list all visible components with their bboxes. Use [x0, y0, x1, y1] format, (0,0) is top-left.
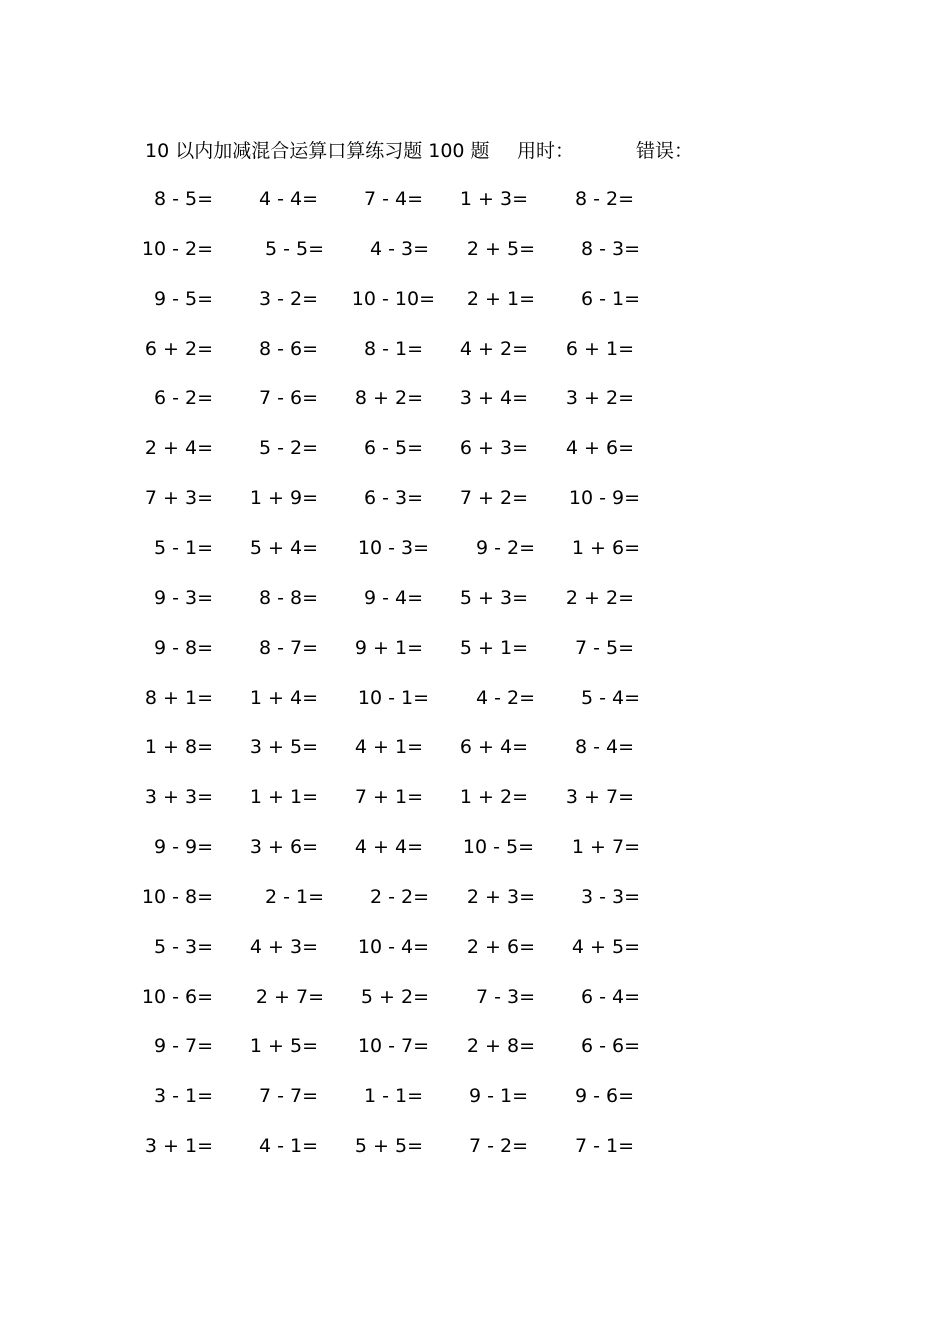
problem-item: 7 + 2= — [459, 487, 528, 509]
problem-item: 1 + 8= — [144, 736, 213, 758]
problem-item: 3 + 7= — [565, 786, 634, 808]
problem-item: 6 - 5= — [363, 437, 423, 459]
problem-item: 4 - 2= — [475, 687, 535, 709]
problem-item: 10 - 7= — [357, 1035, 429, 1057]
problem-item: 6 + 1= — [565, 338, 634, 360]
problem-item: 7 - 3= — [475, 986, 535, 1008]
problem-item: 4 + 4= — [354, 836, 423, 858]
problem-item: 7 - 2= — [468, 1135, 528, 1157]
problem-item: 9 - 8= — [153, 637, 213, 659]
problem-item: 5 - 4= — [580, 687, 640, 709]
worksheet-title: 10 以内加减混合运算口算练习题 100 题 — [145, 140, 490, 162]
problem-item: 10 - 5= — [462, 836, 534, 858]
problem-item: 2 + 7= — [255, 986, 324, 1008]
problem-item: 7 - 6= — [258, 387, 318, 409]
problem-item: 5 + 1= — [459, 637, 528, 659]
problem-item: 5 - 3= — [153, 936, 213, 958]
problem-item: 6 + 2= — [144, 338, 213, 360]
problem-item: 6 - 3= — [363, 487, 423, 509]
problem-item: 7 - 1= — [574, 1135, 634, 1157]
problem-item: 8 - 6= — [258, 338, 318, 360]
problem-item: 9 - 9= — [153, 836, 213, 858]
problem-item: 6 - 6= — [580, 1035, 640, 1057]
problem-item: 7 - 7= — [258, 1085, 318, 1107]
problem-item: 3 - 2= — [258, 288, 318, 310]
problem-item: 2 + 1= — [466, 288, 535, 310]
problem-item: 9 - 6= — [574, 1085, 634, 1107]
problem-item: 4 - 1= — [258, 1135, 318, 1157]
problem-item: 3 - 3= — [580, 886, 640, 908]
problem-item: 7 - 4= — [363, 188, 423, 210]
problem-item: 5 - 5= — [264, 238, 324, 260]
problem-item: 4 + 2= — [459, 338, 528, 360]
problem-item: 2 + 2= — [565, 587, 634, 609]
problem-item: 5 + 4= — [249, 537, 318, 559]
problem-item: 5 + 2= — [360, 986, 429, 1008]
time-used-label: 用时： — [517, 140, 575, 162]
problem-item: 10 - 2= — [141, 238, 213, 260]
problem-item: 1 + 2= — [459, 786, 528, 808]
problem-item: 10 - 10= — [351, 288, 435, 310]
problem-item: 2 - 2= — [369, 886, 429, 908]
problem-item: 7 - 5= — [574, 637, 634, 659]
problem-item: 3 + 6= — [249, 836, 318, 858]
problem-item: 1 + 5= — [249, 1035, 318, 1057]
problem-item: 9 - 2= — [475, 537, 535, 559]
problem-item: 5 - 1= — [153, 537, 213, 559]
problem-item: 6 - 1= — [580, 288, 640, 310]
problem-item: 4 + 5= — [571, 936, 640, 958]
problem-item: 8 - 2= — [574, 188, 634, 210]
problem-item: 7 + 3= — [144, 487, 213, 509]
problem-item: 10 - 4= — [357, 936, 429, 958]
problem-item: 2 + 6= — [466, 936, 535, 958]
problem-item: 1 + 6= — [571, 537, 640, 559]
problem-item: 2 - 1= — [264, 886, 324, 908]
problem-item: 8 - 8= — [258, 587, 318, 609]
problem-item: 2 + 8= — [466, 1035, 535, 1057]
problem-item: 4 + 1= — [354, 736, 423, 758]
problem-item: 1 - 1= — [363, 1085, 423, 1107]
problem-item: 6 + 4= — [459, 736, 528, 758]
problem-item: 10 - 1= — [357, 687, 429, 709]
problem-item: 3 + 3= — [144, 786, 213, 808]
problem-item: 2 + 5= — [466, 238, 535, 260]
problem-item: 3 + 5= — [249, 736, 318, 758]
problem-item: 9 - 5= — [153, 288, 213, 310]
problem-item: 9 - 1= — [468, 1085, 528, 1107]
problem-item: 5 - 2= — [258, 437, 318, 459]
problem-item: 9 + 1= — [354, 637, 423, 659]
problem-item: 3 - 1= — [153, 1085, 213, 1107]
problem-item: 1 + 7= — [571, 836, 640, 858]
problem-item: 10 - 6= — [141, 986, 213, 1008]
problem-item: 3 + 4= — [459, 387, 528, 409]
problem-item: 1 + 9= — [249, 487, 318, 509]
problem-item: 9 - 7= — [153, 1035, 213, 1057]
problem-item: 4 - 4= — [258, 188, 318, 210]
problem-item: 1 + 3= — [459, 188, 528, 210]
problem-item: 10 - 8= — [141, 886, 213, 908]
problem-item: 9 - 4= — [363, 587, 423, 609]
problem-item: 1 + 1= — [249, 786, 318, 808]
problem-item: 8 - 7= — [258, 637, 318, 659]
problem-item: 10 - 3= — [357, 537, 429, 559]
problem-item: 6 - 2= — [153, 387, 213, 409]
problem-item: 8 + 2= — [354, 387, 423, 409]
problem-item: 4 - 3= — [369, 238, 429, 260]
problem-item: 5 + 5= — [354, 1135, 423, 1157]
problem-item: 7 + 1= — [354, 786, 423, 808]
problem-item: 8 + 1= — [144, 687, 213, 709]
problem-item: 6 - 4= — [580, 986, 640, 1008]
problem-item: 8 - 4= — [574, 736, 634, 758]
problem-item: 6 + 3= — [459, 437, 528, 459]
errors-label: 错误： — [636, 140, 694, 162]
problem-item: 4 + 6= — [565, 437, 634, 459]
problem-item: 8 - 1= — [363, 338, 423, 360]
problem-item: 3 + 1= — [144, 1135, 213, 1157]
problem-item: 3 + 2= — [565, 387, 634, 409]
problem-item: 10 - 9= — [568, 487, 640, 509]
problem-item: 1 + 4= — [249, 687, 318, 709]
problem-item: 8 - 3= — [580, 238, 640, 260]
problem-item: 4 + 3= — [249, 936, 318, 958]
problem-item: 8 - 5= — [153, 188, 213, 210]
problem-item: 2 + 4= — [144, 437, 213, 459]
problem-item: 9 - 3= — [153, 587, 213, 609]
problem-item: 2 + 3= — [466, 886, 535, 908]
problem-item: 5 + 3= — [459, 587, 528, 609]
